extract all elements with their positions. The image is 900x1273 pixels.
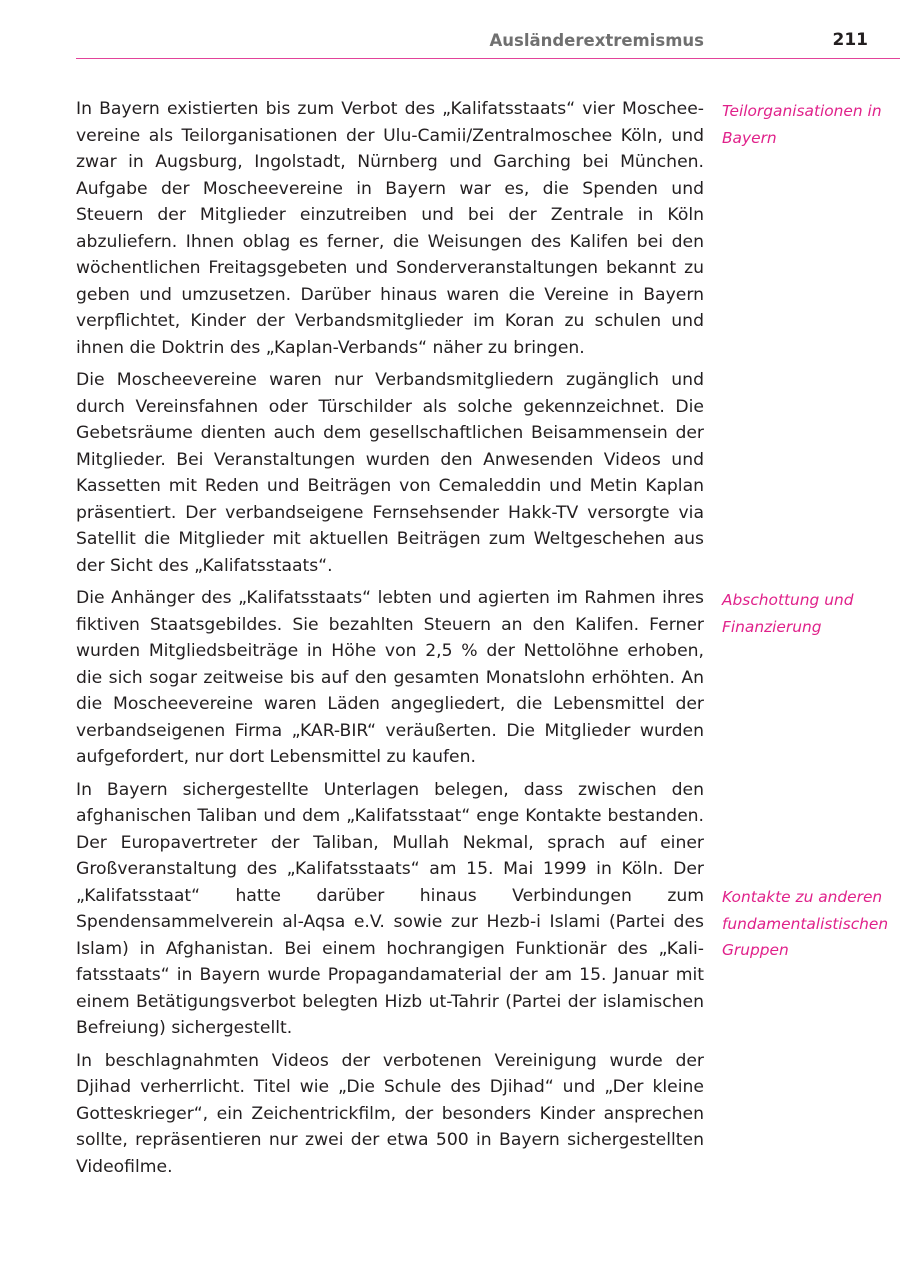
- body-text: [76, 96, 704, 1186]
- paragraph-kontakte: In Bayern sichergestellte Unterlagen belegen, dass zwischen den afghanischen Taliban und dem „Kalifatsstaat“ enge Kontakte bestanden. Der Europavertreter der Taliban, Mullah Nekmal, sprach auf einer Großveranstaltung des „Kalifatsstaats“ am 15. Mai 1999 in Köln. Der „Kalifatsstaat“ hatte darüber hinaus Verbindungen zum Spendensammelverein al-Aqsa e.V. sowie zur Hezb-i Islami (Partei des Islam) in Afghanistan. Bei einem hochrangigen Funktionär des „Kalifatsstaats“ in Bayern wurde Propagandamaterial der am 15. Januar mit einem Betätigungsverbot belegten Hizb ut-Tahrir (Partei der islamischen Befreiung) sichergestellt.: [76, 779, 704, 1038]
- running-header: [76, 26, 900, 59]
- paragraph-moscheevereine: Die Moscheevereine waren nur Verbandsmitgliedern zugänglich und durch Vereinsfahnen oder Türschilder als solche gekennzeichnet. Die Gebetsräume dienten auch dem gesellschaftlichen Beisammensein der Mitglieder. Bei Veranstaltungen wurden den Anwesenden Videos und Kassetten mit Reden und Beiträgen von Cemaleddin und Metin Kaplan präsentiert. Der verbandseigene Fernsehsender Hakk-TV versorgte via Satellit die Mitglieder mit aktuellen Beiträgen zum Weltgeschehen aus der Sicht des „Kalifatsstaats“.: [76, 370, 704, 576]
- page-number: 211: [832, 30, 868, 50]
- margin-note-abschottung: Abschottung und Finanzierung: [722, 591, 854, 636]
- paragraph-videos: In beschlagnahmten Videos der verbotenen Vereinigung wurde der Djihad verherrlicht. Titel wie „Die Schule des Djihad“ und „Der kleine Gotteskrieger“, ein Zeichentrickfilm, der besonders Kinder ansprechen sollte, repräsentieren nur zwei der etwa 500 in Bayern sichergestellten Videofilme.: [76, 1050, 704, 1177]
- margin-note-kontakte: Kontakte zu anderen fundamentalistischen Gruppen: [722, 888, 889, 959]
- paragraph-finanzierung: Die Anhänger des „Kalifatsstaats“ lebten und agierten im Rahmen ihres fiktiven Staatsgebildes. Sie bezahlten Steuern an den Kalifen. Ferner wurden Mitgliedsbeiträge in Höhe von 2,5 % der Nettolöhne erhoben, die sich sogar zeitweise bis auf den gesamten Monatslohn erhöhten. An die Moscheevereine waren Läden angegliedert, die Lebensmittel der verbandseigenen Firma „KAR-BIR“ veräußerten. Die Mitglieder wurden aufgefordert, nur dort Lebensmittel zu kaufen.: [76, 588, 704, 767]
- margin-note-teilorganisationen: Teilorganisationen in Bayern: [722, 102, 882, 147]
- paragraph-teilorganisationen: In Bayern existierten bis zum Verbot des „Kalifatsstaats“ vier Moscheevereine als Teilorganisationen der Ulu-Camii/Zentralmoschee Köln, und zwar in Augsburg, Ingolstadt, Nürnberg und Garching bei München. Aufgabe der Moscheevereine in Bayern war es, die Spenden und Steuern der Mitglieder einzutreiben und bei der Zentrale in Köln abzuliefern. Ihnen oblag es ferner, die Weisungen des Kalifen bei den wöchentlichen Freitagsgebeten und Sonderveranstaltungen bekannt zu geben und umzusetzen. Darüber hinaus waren die Vereine in Bayern verpflichtet, Kinder der Verbandsmitglieder im Koran zu schulen und ihnen die Doktrin des „Kaplan-Verbands“ näher zu bringen.: [76, 99, 704, 358]
- section-title: Ausländerextremismus: [489, 31, 704, 50]
